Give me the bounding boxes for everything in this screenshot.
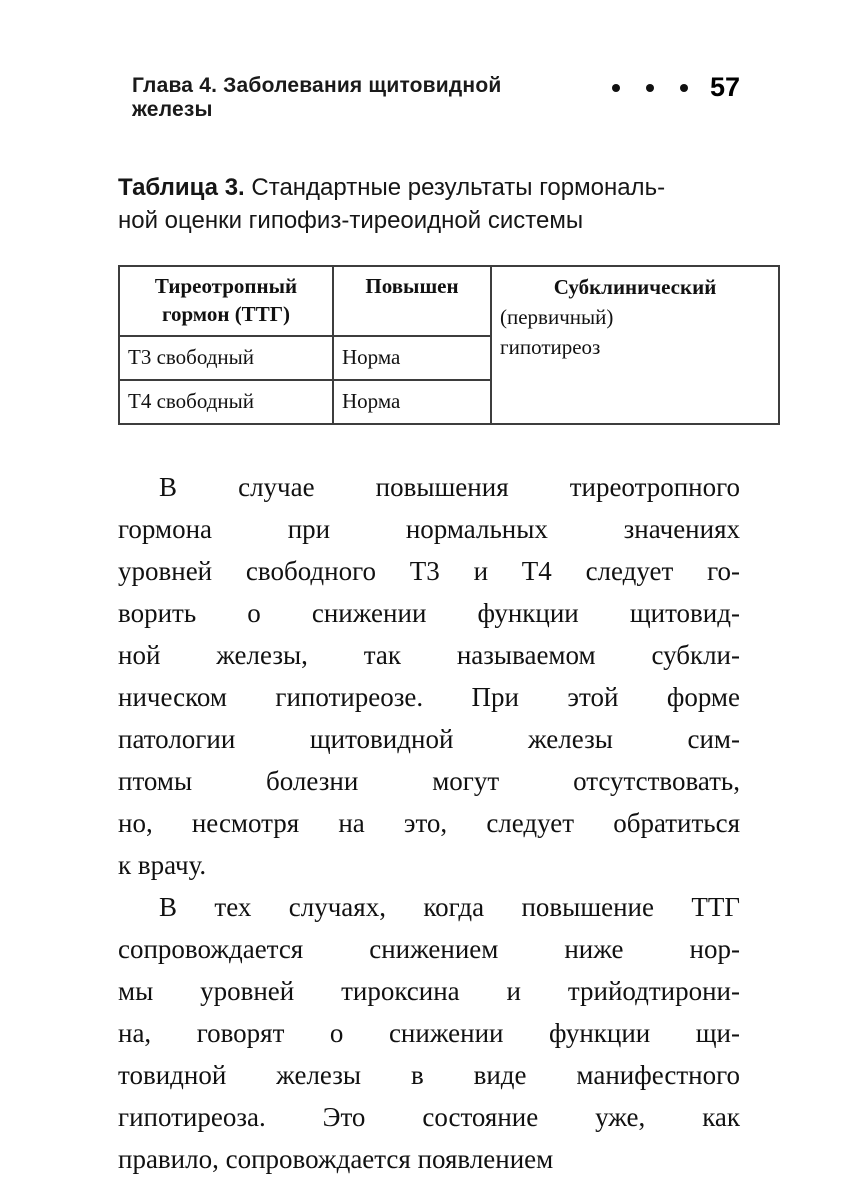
text-line: ной железы, так называемом субкли- bbox=[118, 639, 740, 670]
header-cell-elevated: Повышен bbox=[333, 266, 491, 336]
dot-icon bbox=[612, 84, 620, 92]
text-line: гипотиреоза. Это состояние уже, как bbox=[118, 1101, 740, 1132]
hormone-results-table bbox=[118, 265, 780, 425]
text-line: птомы болезни могут отсутствовать, bbox=[118, 765, 740, 796]
table-caption-label: Таблица 3. bbox=[118, 173, 245, 201]
dot-icon bbox=[680, 84, 688, 92]
table-caption-line1 bbox=[118, 171, 740, 204]
running-header bbox=[118, 72, 740, 122]
diagnosis-line3: гипотиреоз bbox=[500, 334, 601, 359]
diagnosis-cell bbox=[491, 266, 779, 424]
row-t4-value: Норма bbox=[333, 380, 491, 424]
text-line: В тех случаях, когда повышение ТТГ bbox=[159, 891, 740, 922]
text-line: мы уровней тироксина и трийодтирони- bbox=[118, 975, 740, 1006]
page-number: 57 bbox=[709, 72, 740, 102]
row-t3-name: Т3 свободный bbox=[119, 336, 333, 380]
header-right bbox=[586, 72, 740, 103]
text-line: уровней свободного Т3 и Т4 следует го- bbox=[118, 555, 740, 586]
text-line: ворить о снижении функции щитовид- bbox=[118, 597, 740, 628]
chapter-title: Глава 4. Заболевания щитовидной железы bbox=[132, 73, 502, 121]
dot-separator-icon bbox=[586, 84, 688, 92]
text-line: В случае повышения тиреотропного bbox=[159, 471, 740, 502]
text-line: сопровождается снижением ниже нор- bbox=[118, 933, 740, 964]
body-text bbox=[118, 466, 740, 1180]
paragraph-2 bbox=[118, 886, 740, 1180]
row-t3-value: Норма bbox=[333, 336, 491, 380]
text-line: правило, сопровождается появлением bbox=[118, 1143, 554, 1174]
table-caption-line2: ной оценки гипофиз-тиреоидной системы bbox=[118, 206, 584, 234]
text-line: к врачу. bbox=[118, 849, 207, 880]
table-header-row bbox=[119, 266, 779, 336]
page-content bbox=[118, 0, 740, 1180]
text-line: товидной железы в виде манифестного bbox=[118, 1059, 740, 1090]
diagnosis-line2: (первичный) bbox=[500, 304, 614, 329]
text-line: но, несмотря на это, следует обратиться bbox=[118, 807, 740, 838]
row-t4-name: Т4 свободный bbox=[119, 380, 333, 424]
table-caption bbox=[118, 171, 740, 237]
text-line: ническом гипотиреозе. При этой форме bbox=[118, 681, 740, 712]
diagnosis-title: Субклинический bbox=[553, 274, 717, 299]
header-cell-ttg: Тиреотропный гормон (ТТГ) bbox=[119, 266, 333, 336]
dot-icon bbox=[646, 84, 654, 92]
text-line: гормона при нормальных значениях bbox=[118, 513, 740, 544]
table-caption-text: Стандартные результаты гормональ- bbox=[244, 173, 666, 201]
text-line: на, говорят о снижении функции щи- bbox=[118, 1017, 740, 1048]
text-line: патологии щитовидной железы сим- bbox=[118, 723, 740, 754]
paragraph-1 bbox=[118, 466, 740, 886]
